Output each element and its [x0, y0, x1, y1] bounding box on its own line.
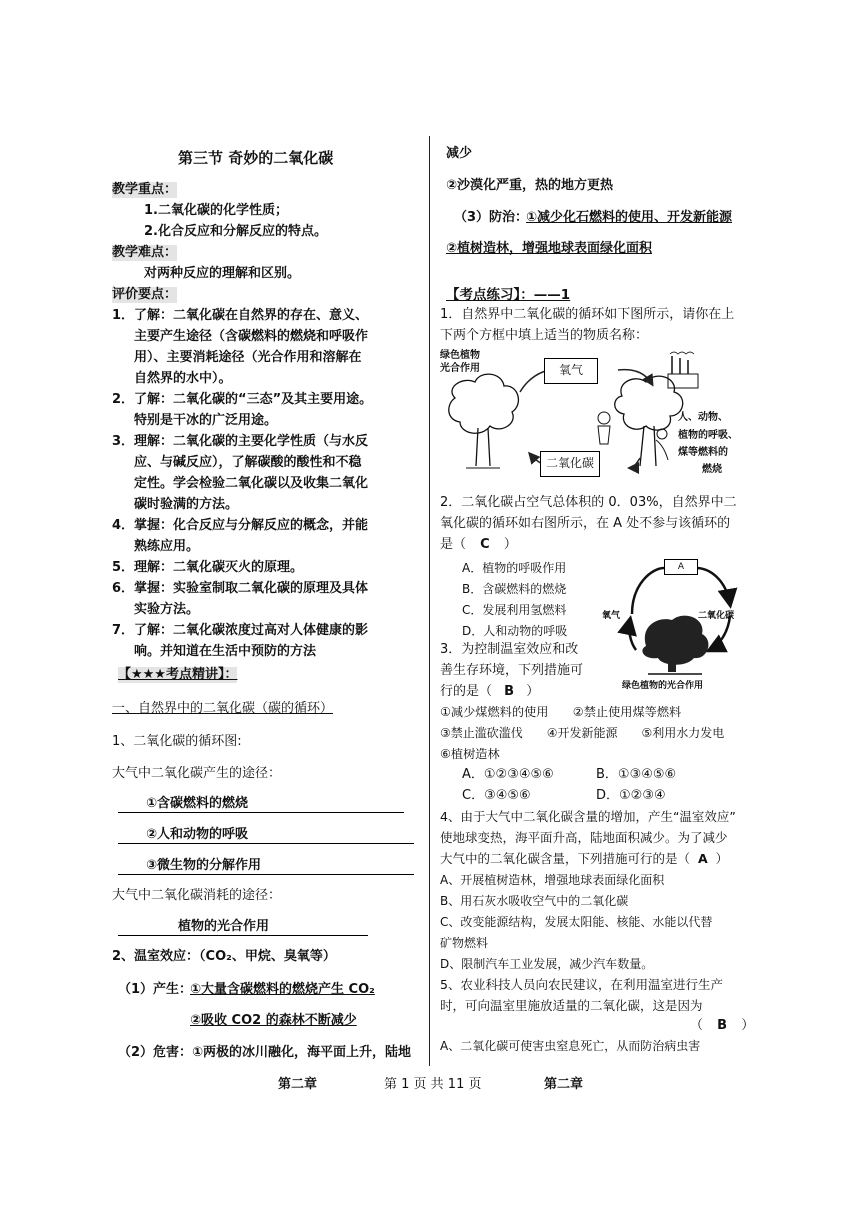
- focus-item: 2.化合反应和分解反应的特点。: [144, 224, 327, 239]
- consume-item: 植物的光合作用: [178, 919, 270, 934]
- eval-item: 主要产生途径（含碳燃料的燃烧和呼吸作: [134, 329, 369, 344]
- eval-item: 1．了解：二氧化碳在自然界的存在、意义、: [112, 308, 369, 323]
- practice-heading: 【考点练习】：——1: [446, 287, 571, 303]
- figure-label: 氧气: [602, 611, 621, 621]
- question-text: 大气中的二氧化碳含量，下列措施可行的是（: [440, 851, 691, 866]
- question-text: 5、农业科技人员向农民建议，在利用温室进行生产: [440, 977, 723, 992]
- option-list: ①减少煤燃料的使用 ②禁止使用煤等燃料: [440, 705, 682, 719]
- option: D．①②③④: [596, 788, 666, 803]
- answer: B: [504, 684, 515, 699]
- focus-heading: 教学重点：: [112, 182, 178, 197]
- question-text: 4、由于大气中二氧化碳含量的增加，产生“温室效应”: [440, 809, 736, 824]
- figure-caption: 绿色植物的光合作用: [622, 681, 704, 691]
- question-text: 3．为控制温室效应和改: [440, 642, 579, 657]
- question-text: ）: [715, 851, 729, 866]
- eval-item: 实验方法。: [134, 602, 200, 617]
- fill-blank-line: [118, 874, 414, 875]
- produce-item: ③微生物的分解作用: [146, 858, 262, 873]
- question-text: 善生存环境，下列措施可: [440, 663, 584, 678]
- option: A．植物的呼吸作用: [462, 561, 567, 575]
- subsection-label: 1、二氧化碳的循环图:: [112, 734, 242, 749]
- figure-label: 二氧化碳: [698, 611, 735, 621]
- prevention-item: ①减少化石燃料的使用、开发新能源: [526, 210, 733, 225]
- figure-label: 光合作用: [440, 363, 480, 374]
- cause-item: ②吸收 CO2 的森林不断减少: [190, 1013, 357, 1028]
- answer: C: [480, 537, 490, 552]
- key-points-heading: 【★★★考点精讲】：: [118, 667, 238, 682]
- fill-blank-line: [118, 843, 414, 844]
- figure-label: 人、动物、: [678, 412, 728, 423]
- figure-label: 绿色植物: [440, 350, 480, 361]
- question-text: 使地球变热，海平面升高，陆地面积减少。为了减少: [440, 830, 728, 845]
- option: C、改变能源结构，发展太阳能、核能、水能以代替: [440, 915, 713, 929]
- option-list: ⑥植树造林: [440, 747, 500, 761]
- option-list: ③禁止滥砍滥伐 ④开发新能源 ⑤利用水力发电: [440, 726, 725, 740]
- eval-item: 用）、主要消耗途径（光合作用和溶解在: [134, 350, 362, 365]
- cycle-diagram: [602, 554, 746, 694]
- option: 矿物燃料: [440, 936, 489, 950]
- footer-chapter-left: 第二章: [278, 1077, 318, 1092]
- option: C．发展利用氢燃料: [462, 603, 567, 617]
- difficulty-heading: 教学难点：: [112, 245, 178, 260]
- question-text: 时，可向温室里施放适量的二氧化碳，这是因为: [440, 998, 703, 1013]
- figure-label: 燃烧: [702, 464, 722, 475]
- question-text: 行的是（: [440, 684, 493, 699]
- eval-item: 6．掌握：实验室制取二氧化碳的原理及具体: [112, 581, 369, 596]
- prevention-item: ②植树造林，增强地球表面绿化面积: [446, 241, 653, 256]
- produce-heading: 大气中二氧化碳产生的途径：: [112, 766, 282, 781]
- consume-heading: 大气中二氧化碳消耗的途径：: [112, 888, 282, 903]
- question-text: 氧化碳的循环如右图所示，在 A 处不参与该循环的: [440, 516, 731, 531]
- eval-item: 5．理解：二氧化碳灭火的原理。: [112, 560, 304, 575]
- eval-item: 4．掌握：化合反应与分解反应的概念，并能: [112, 518, 369, 533]
- option: B、用石灰水吸收空气中的二氧化碳: [440, 894, 629, 908]
- option: A．①②③④⑤⑥: [462, 767, 554, 782]
- blank-box-a: A: [664, 559, 698, 575]
- question-text: [440, 851, 728, 867]
- eval-item: 响。并知道在生活中预防的方法: [134, 644, 317, 659]
- eval-item: 碳时验满的方法。: [134, 497, 239, 512]
- footer-chapter-right: 第二章: [544, 1077, 584, 1092]
- question-text: ）: [526, 684, 540, 699]
- question-text: 2．二氧化碳占空气总体积的 0．03%，自然界中二: [440, 495, 737, 510]
- body-text: 减少: [446, 146, 473, 161]
- eval-item: 特别是干冰的广泛用途。: [134, 413, 278, 428]
- fill-blank-line: [118, 812, 404, 813]
- harm-line: （2）危害：①两极的冰川融化，海平面上升，陆地: [118, 1045, 412, 1060]
- footer-page-number: 第 1 页 共 11 页: [384, 1077, 482, 1092]
- figure-label: 煤等燃料的: [678, 447, 728, 458]
- focus-item: 1.二氧化碳的化学性质；: [144, 203, 288, 218]
- carbon-cycle-figure: [440, 348, 746, 486]
- column-divider: [429, 136, 430, 1066]
- top-blank-box: 氧气: [544, 358, 598, 384]
- produce-item: ①含碳燃料的燃烧: [146, 796, 249, 811]
- difficulty-item: 对两种反应的理解和区别。: [144, 266, 301, 281]
- figure-label: 植物的呼吸、: [678, 430, 738, 441]
- question-text: 是（: [440, 537, 467, 552]
- eval-item: 熟练应用。: [134, 539, 200, 554]
- greenhouse-heading: 2、温室效应：（CO₂、甲烷、臭氧等）: [112, 949, 336, 964]
- eval-item: 3．理解：二氧化碳的主要化学性质（与水反: [112, 434, 369, 449]
- question-text: ）: [741, 1018, 755, 1033]
- question-text: ）: [503, 537, 517, 552]
- produce-item: ②人和动物的呼吸: [146, 827, 249, 842]
- option: D．人和动物的呼吸: [462, 624, 568, 638]
- option: B．含碳燃料的燃烧: [462, 582, 567, 596]
- eval-item: 2．了解：二氧化碳的“三态”及其主要用途。: [112, 392, 373, 407]
- body-text: ②沙漠化严重，热的地方更热: [446, 178, 614, 193]
- question-text: 1．自然界中二氧化碳的循环如下图所示，请你在上: [440, 307, 735, 322]
- cause-label: （1）产生：: [118, 982, 193, 997]
- answer: A: [698, 851, 708, 866]
- subsection-heading: 一、自然界中的二氧化碳（碳的循环）: [112, 701, 334, 716]
- eval-item: 应、与碱反应），了解碳酸的酸性和不稳: [134, 455, 362, 470]
- option: A、二氧化碳可使害虫窒息死亡，从而防治病虫害: [440, 1039, 701, 1053]
- cause-item: ①大量含碳燃料的燃烧产生 CO₂: [190, 982, 375, 997]
- answer: B: [717, 1018, 728, 1033]
- eval-heading: 评价要点：: [112, 287, 178, 302]
- answer-line: [690, 1018, 754, 1034]
- eval-item: 定性。学会检验二氧化碳以及收集二氧化: [134, 476, 369, 491]
- section-title: 第三节 奇妙的二氧化碳: [178, 149, 334, 167]
- fill-blank-line: [118, 935, 368, 936]
- prevention-label: （3）防治：: [454, 210, 529, 225]
- option: A、开展植树造林，增强地球表面绿化面积: [440, 873, 665, 887]
- bottom-blank-box: 二氧化碳: [540, 451, 600, 477]
- option: B．①③④⑤⑥: [596, 767, 677, 782]
- eval-item: 自然界的水中）。: [134, 371, 232, 386]
- option: D、限制汽车工业发展，减少汽车数量。: [440, 957, 654, 971]
- option: C．③④⑤⑥: [462, 788, 531, 803]
- question-text: 下两个方框中填上适当的物质名称：: [440, 328, 649, 343]
- photosynthesis-figure: [602, 554, 746, 694]
- question-text: [440, 537, 517, 553]
- question-text: （: [690, 1018, 704, 1033]
- question-text: [440, 684, 539, 700]
- eval-item: 7．了解：二氧化碳浓度过高对人体健康的影: [112, 623, 369, 638]
